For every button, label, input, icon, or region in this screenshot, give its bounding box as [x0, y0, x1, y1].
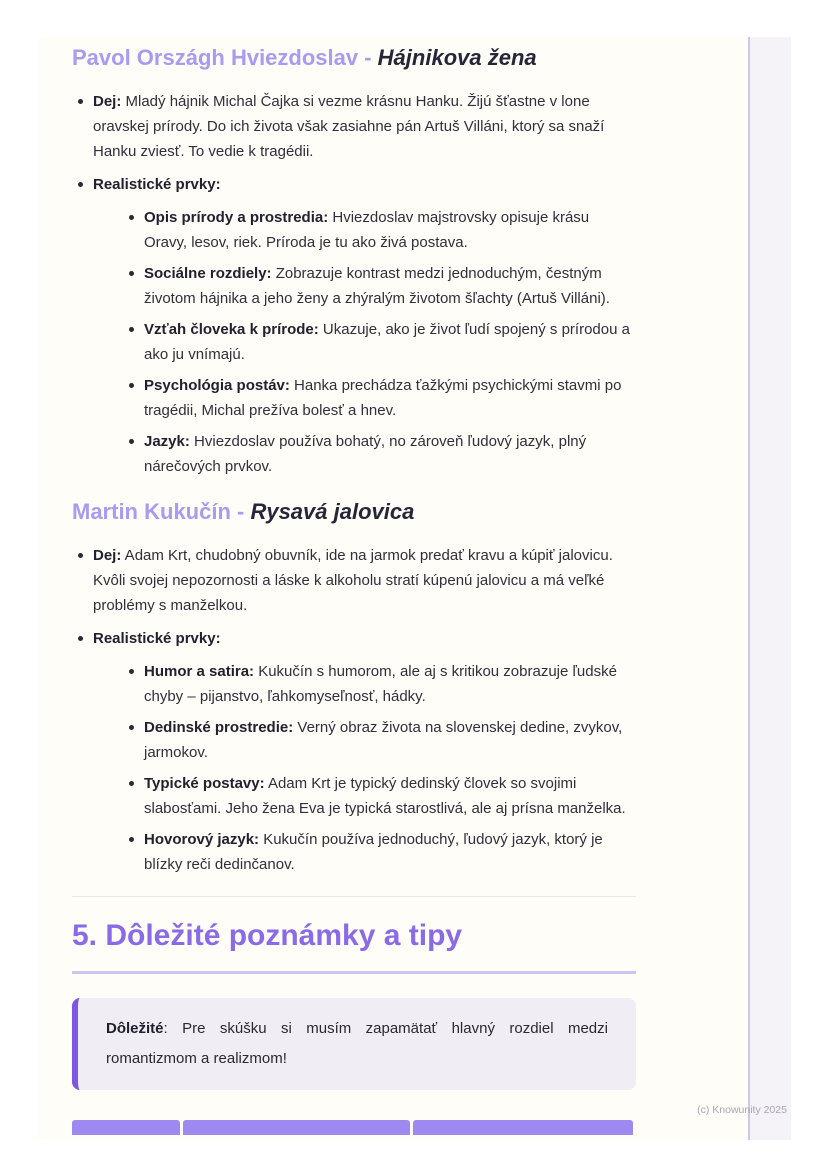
bullet-dot [78, 553, 83, 558]
list-item [123, 429, 636, 479]
list-item [123, 317, 636, 367]
item-label: Sociálne rozdiely: [144, 265, 272, 282]
item-text: Kukučín s humorom, ale aj s kritikou zobrazuje ľudské chyby – pijanstvo, ľahkomyseľnosť, hádky. [144, 663, 617, 705]
list-item [72, 172, 636, 479]
bullet-dot [129, 383, 134, 388]
item-label: Jazyk: [144, 433, 190, 450]
bullet-dot [129, 439, 134, 444]
item-text: Kukučín používa jednoduchý, ľudový jazyk, ktorý je blízky reči dedinčanov. [144, 831, 603, 873]
item-label: Opis prírody a prostredia: [144, 209, 329, 226]
list-item [123, 827, 636, 877]
list-item [123, 261, 636, 311]
bullet-list-section2 [72, 543, 636, 877]
item-label: Vzťah človeka k prírode: [144, 321, 319, 338]
important-callout [72, 998, 636, 1090]
item-text: Ukazuje, ako je život ľudí spojený s prírodou a ako ju vnímajú. [144, 321, 630, 363]
item-text: Hviezdoslav používa bohatý, no zároveň ľudový jazyk, plný nárečových prvkov. [144, 433, 587, 475]
table-header-row [72, 1120, 633, 1135]
bullet-dot [78, 636, 83, 641]
list-item [123, 659, 636, 709]
callout-label: Dôležité [106, 1020, 164, 1037]
bullet-dot [129, 271, 134, 276]
work-title: Rysavá jalovica [250, 499, 415, 524]
item-label: Hovorový jazyk: [144, 831, 260, 848]
item-label: Dej: [93, 93, 122, 110]
item-text: Adam Krt je typický dedinský človek so svojimi slabosťami. Jeho žena Eva je typická starostlivá, ale aj prísna manželka. [144, 775, 626, 817]
bullet-dot [129, 781, 134, 786]
item-text: Adam Krt, chudobný obuvník, ide na jarmok predať kravu a kúpiť jalovicu. Kvôli svojej nepozornosti a láske k alkoholu stratí kúpenú jalovicu a má veľké problémy s manželkou. [93, 547, 613, 614]
item-label: Humor a satira: [144, 663, 255, 680]
item-label: Dej: [93, 547, 122, 564]
callout-body: : Pre skúšku si musím zapamätať hlavný rozdiel medzi romantizmom a realizmom! [106, 1020, 608, 1067]
section-heading-kukucin [72, 497, 636, 527]
notes-section-title: 5. Dôležité poznámky a tipy [72, 917, 636, 974]
copyright-watermark: (c) Knowunity 2025 [697, 1104, 787, 1116]
table-header-cell [72, 1120, 180, 1135]
item-label: Realistické prvky: [93, 630, 221, 647]
author-name: Martin Kukučín - [72, 499, 251, 524]
document-content [72, 37, 636, 1090]
work-title: Hájnikova žena [377, 45, 537, 70]
bullet-list-section1 [72, 89, 636, 479]
section-divider [72, 896, 636, 897]
bullet-dot [129, 327, 134, 332]
item-text: Hanka prechádza ťažkými psychickými stavmi po tragédii, Michal prežíva bolesť a hnev. [144, 377, 622, 419]
bullet-dot [78, 99, 83, 104]
author-name: Pavol Országh Hviezdoslav - [72, 45, 378, 70]
list-item [72, 89, 636, 164]
item-text: Mladý hájnik Michal Čajka si vezme krásnu Hanku. Žijú šťastne v lone oravskej prírody. Do ich života však zasiahne pán Artuš Villáni, ktorý sa snaží Hanku zviesť. To vedie k tragédii. [93, 93, 605, 160]
item-label: Typické postavy: [144, 775, 265, 792]
list-item [123, 771, 636, 821]
table-header-cell [413, 1120, 633, 1135]
item-label: Psychológia postáv: [144, 377, 290, 394]
list-item [72, 543, 636, 618]
item-text: Zobrazuje kontrast medzi jednoduchým, čestným životom hájnika a jeho ženy a zhýralým životom šľachty (Artuš Villáni). [144, 265, 610, 307]
item-text: Hviezdoslav majstrovsky opisuje krásu Oravy, lesov, riek. Príroda je tu ako živá postava. [144, 209, 590, 251]
callout-text [106, 1014, 608, 1074]
bullet-dot [129, 669, 134, 674]
item-text: Verný obraz života na slovenskej dedine, zvykov, jarmokov. [144, 719, 623, 761]
section-heading-hviezdoslav [72, 43, 636, 73]
list-item [123, 715, 636, 765]
list-item [123, 373, 636, 423]
bullet-dot [78, 182, 83, 187]
sub-bullet-list [123, 659, 636, 877]
table-header-cell [183, 1120, 410, 1135]
bullet-dot [129, 837, 134, 842]
list-item [123, 205, 636, 255]
item-label: Realistické prvky: [93, 176, 221, 193]
sub-bullet-list [123, 205, 636, 479]
list-item [72, 626, 636, 877]
bullet-dot [129, 215, 134, 220]
page-edge-shadow [750, 37, 791, 1140]
bullet-dot [129, 725, 134, 730]
item-label: Dedinské prostredie: [144, 719, 294, 736]
